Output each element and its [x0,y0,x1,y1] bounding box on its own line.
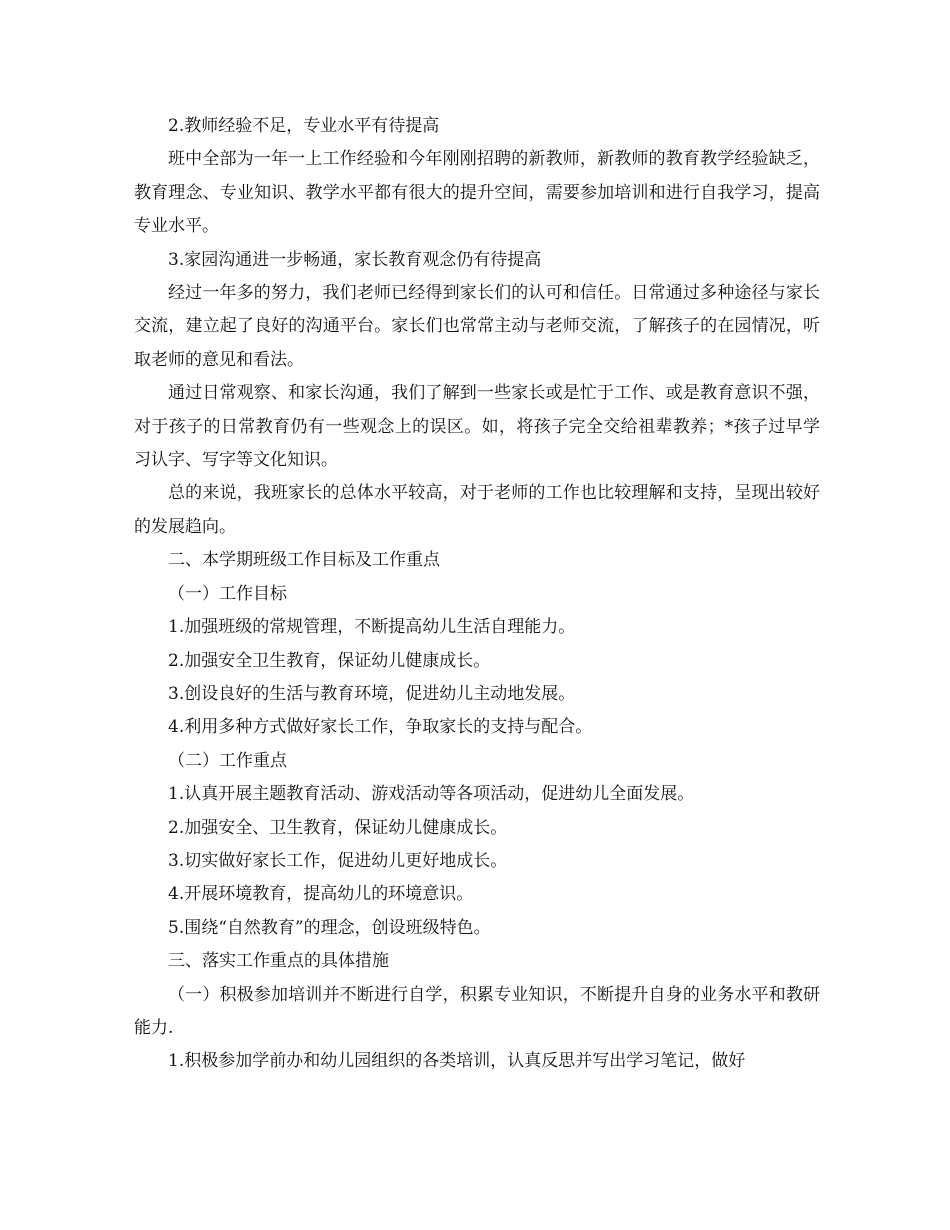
list-item: 4.利用多种方式做好家长工作，争取家长的支持与配合。 [168,717,593,738]
list-item: 4.开展环境教育，提高幼儿的环境意识。 [168,884,474,905]
subheading-work-goals: （一）工作目标 [168,583,287,604]
list-item: 1.积极参加学前办和幼儿园组织的各类培训，认真反思并写出学习笔记，做好 [168,1051,746,1072]
subheading-work-focus: （二）工作重点 [168,750,287,771]
paragraph-parent-misconceptions: 通过日常观察、和家长沟通，我们了解到一些家长或是忙于工作、或是教育意识不强，对于孩子的日常教育仍有一些观念上的误区。如，将孩子完全交给祖辈教养；*孩子过早学习认字、写字等文化知识。 [134,383,820,471]
paragraph-parent-trust: 经过一年多的努力，我们老师已经得到家长们的认可和信任。日常通过多种途径与家长交流，建立起了良好的沟通平台。家长们也常常主动与老师交流，了解孩子的在园情况，听取老师的意见和看法。 [134,283,820,370]
list-item: 5.围绕“自然教育”的理念，创设班级特色。 [168,917,491,938]
paragraph-new-teachers: 班中全部为一年一上工作经验和今年刚刚招聘的新教师，新教师的教育教学经验缺乏，教育理念、专业知识、教学水平都有很大的提升空间，需要参加培训和进行自我学习，提高专业水平。 [134,149,820,237]
document-page [134,110,820,1079]
heading-home-school-communication: 3.家园沟通进一步畅通，家长教育观念仍有待提高 [168,249,542,270]
list-item: 3.切实做好家长工作，促进幼儿更好地成长。 [168,850,508,871]
list-item: 3.创设良好的生活与教育环境，促进幼儿主动地发展。 [168,683,576,704]
list-item: 2.加强安全卫生教育，保证幼儿健康成长。 [168,650,491,671]
heading-teacher-experience: 2.教师经验不足，专业水平有待提高 [168,116,440,136]
paragraph-summary: 总的来说，我班家长的总体水平较高，对于老师的工作也比较理解和支持，呈现出较好的发展趋向。 [134,483,820,537]
section-heading-measures: 三、落实工作重点的具体措施 [168,951,389,972]
section-heading-goals: 二、本学期班级工作目标及工作重点 [168,550,440,571]
subheading-training: （一）积极参加培训并不断进行自学，积累专业知识，不断提升自身的业务水平和教研能力. [134,984,820,1038]
list-item: 2.加强安全、卫生教育，保证幼儿健康成长。 [168,817,508,838]
list-item: 1.认真开展主题教育活动、游戏活动等各项活动，促进幼儿全面发展。 [168,784,695,805]
list-item: 1.加强班级的常规管理，不断提高幼儿生活自理能力。 [168,617,576,638]
